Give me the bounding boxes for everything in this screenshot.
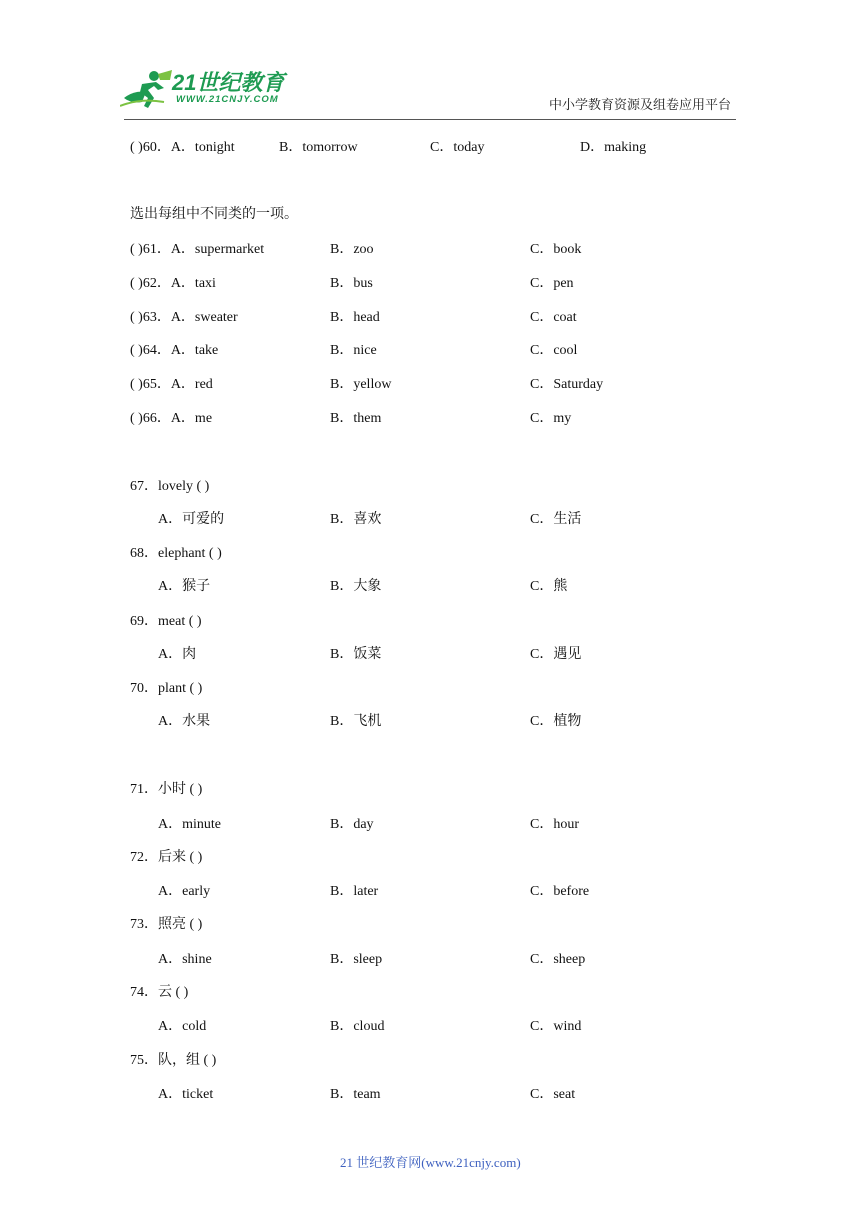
question-stem: 73．照亮 ( ) <box>130 917 203 932</box>
site-logo <box>120 64 296 116</box>
row-prefix: ( )61．A．supermarket <box>130 242 265 257</box>
option-b: B．饭菜 <box>330 647 382 662</box>
row-option-b: B．head <box>330 310 380 325</box>
option-c: C．before <box>530 884 590 899</box>
row-option-c: C．pen <box>530 276 574 291</box>
option-a: A．ticket <box>158 1087 214 1102</box>
logo-url: WWW.21CNJY.COM <box>176 94 279 105</box>
option-a: A．cold <box>158 1019 207 1034</box>
row-option-b: B．zoo <box>330 242 374 257</box>
option-c: C．seat <box>530 1087 576 1102</box>
question-stem: 71．小时 ( ) <box>130 782 203 797</box>
option-b: B．cloud <box>330 1019 385 1034</box>
row-option-b: B．bus <box>330 276 373 291</box>
option-a: A．肉 <box>158 647 197 662</box>
option-a: A．可爱的 <box>158 512 225 527</box>
option-c: C．wind <box>530 1019 582 1034</box>
row-prefix: ( )66．A．me <box>130 411 213 426</box>
option-c: C．熊 <box>530 579 568 594</box>
option-c: C．遇见 <box>530 647 582 662</box>
section1-instruction: 选出每组中不同类的一项。 <box>130 207 298 222</box>
header-divider <box>124 119 736 120</box>
option-c: C．生活 <box>530 512 582 527</box>
option-b: B．大象 <box>330 579 382 594</box>
logo-text: 21世纪教育 <box>172 70 285 95</box>
question-stem: 69．meat ( ) <box>130 614 202 629</box>
q60-option-d: D．making <box>580 140 647 155</box>
row-option-c: C．cool <box>530 343 578 358</box>
option-a: A．minute <box>158 817 221 832</box>
option-b: B．喜欢 <box>330 512 382 527</box>
row-prefix: ( )63．A．sweater <box>130 310 238 325</box>
question-stem: 67．lovely ( ) <box>130 479 210 494</box>
row-prefix: ( )62．A．taxi <box>130 276 216 291</box>
option-b: B．team <box>330 1087 381 1102</box>
row-option-b: B．yellow <box>330 377 392 392</box>
footer-link[interactable]: 21 世纪教育网(www.21cnjy.com) <box>340 1155 521 1170</box>
row-option-c: C．my <box>530 411 572 426</box>
option-a: A．early <box>158 884 211 899</box>
row-option-b: B．nice <box>330 343 377 358</box>
q60-prefix: ( )60．A．tonight <box>130 140 235 155</box>
question-stem: 75．队，组 ( ) <box>130 1053 217 1068</box>
option-c: C．植物 <box>530 714 582 729</box>
q60-option-c: C．today <box>430 140 485 155</box>
option-a: A．猴子 <box>158 579 211 594</box>
row-option-b: B．them <box>330 411 382 426</box>
q60-option-b: B．tomorrow <box>279 140 358 155</box>
question-stem: 72．后来 ( ) <box>130 850 203 865</box>
option-c: C．sheep <box>530 952 586 967</box>
option-b: B．day <box>330 817 374 832</box>
row-prefix: ( )64．A．take <box>130 343 219 358</box>
header-platform-text: 中小学教育资源及组卷应用平台 <box>549 97 732 112</box>
row-option-c: C．coat <box>530 310 577 325</box>
question-stem: 68．elephant ( ) <box>130 546 222 561</box>
row-prefix: ( )65．A．red <box>130 377 213 392</box>
option-b: B．sleep <box>330 952 383 967</box>
row-option-c: C．Saturday <box>530 377 604 392</box>
option-b: B．飞机 <box>330 714 382 729</box>
question-stem: 74．云 ( ) <box>130 985 189 1000</box>
option-b: B．later <box>330 884 379 899</box>
option-c: C．hour <box>530 817 579 832</box>
row-option-c: C．book <box>530 242 582 257</box>
option-a: A．水果 <box>158 714 211 729</box>
question-stem: 70．plant ( ) <box>130 681 203 696</box>
runner-logo-icon <box>120 68 176 112</box>
option-a: A．shine <box>158 952 212 967</box>
